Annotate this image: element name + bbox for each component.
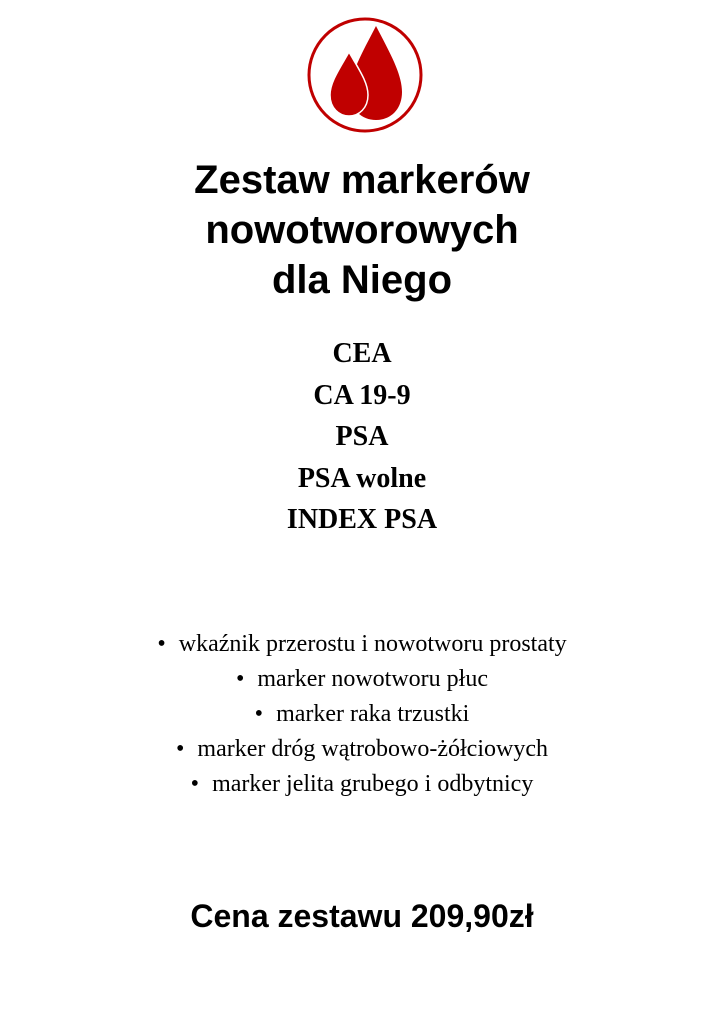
description-item — [0, 627, 724, 662]
description-text: marker nowotworu płuc — [257, 666, 488, 692]
marker-item: CEA — [332, 338, 392, 369]
logo — [306, 16, 424, 134]
marker-item: CA 19-9 — [313, 379, 411, 411]
description-list — [0, 627, 724, 802]
description-text: marker dróg wątrobowo-żółciowych — [197, 736, 548, 762]
marker-item: INDEX PSA — [286, 504, 438, 535]
price-label: Cena zestawu 209,90zł — [190, 898, 534, 934]
description-text: wkaźnik przerostu i nowotworu prostaty — [178, 631, 567, 657]
description-item — [0, 662, 724, 697]
title-line-3: dla Niego — [271, 258, 453, 302]
title-line-1: Zestaw markerów — [194, 158, 530, 202]
description-item — [0, 767, 724, 802]
marker-item: PSA wolne — [297, 462, 427, 494]
description-text: marker raka trzustki — [276, 701, 470, 727]
page-title — [0, 155, 724, 305]
description-item — [0, 697, 724, 732]
marker-list — [0, 333, 724, 541]
description-item — [0, 732, 724, 767]
title-line-2: nowotworowych — [205, 208, 519, 252]
blood-drops-icon — [306, 16, 424, 134]
description-text: marker jelita grubego i odbytnicy — [212, 771, 534, 797]
marker-item: PSA — [335, 421, 389, 452]
